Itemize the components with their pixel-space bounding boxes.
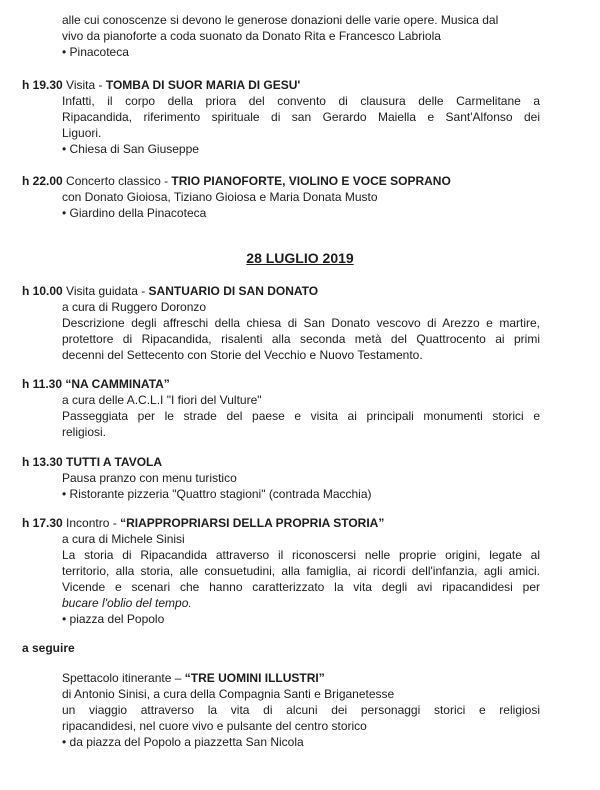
event-time: h 17.30 [22,516,63,530]
event-curator: a cura di Ruggero Doronzo [62,300,207,314]
event-curator: a cura di Michele Sinisi [62,532,185,546]
event-description: Vicende e scenari che hanno caratterizzato la vita degli avi ripacandidesi per [62,580,540,594]
follow-up-label: a seguire [22,641,75,655]
event-type: Visita - [66,78,106,92]
event-heading [62,670,325,686]
event-description: un viaggio attraverso la vita di alcuni dei personaggi storici e religiosi [62,703,540,717]
intro-venue: • Pinacoteca [62,45,129,59]
event-description: decenni del Settecento con Storie del Vecchio e Nuovo Testamento. [62,348,423,362]
intro-line-2: vivo da pianoforte a coda suonato da Donato Rita e Francesco Labriola [62,29,441,43]
event-heading [22,173,451,189]
event-description: Descrizione degli affreschi della chiesa di San Donato vescovo di Arezzo e martire, [62,316,540,330]
event-description: territorio, alla storia, alle consuetudini, alla famiglia, ai ricordi dell'infanzia, agli amici. [62,564,540,578]
event-title: TOMBA DI SUOR MARIA DI GESU' [105,78,301,92]
event-description: con Donato Gioiosa, Tiziano Gioiosa e Maria Donata Musto [62,190,378,204]
event-time: h 11.30 [22,377,63,391]
event-curator: di Antonio Sinisi, a cura della Compagnia Santi e Briganetesse [62,687,395,701]
event-description: Ripacandida, riferimento spirituale di san Gerardo Maiella e Sant'Alfonso dei [62,110,540,124]
event-heading [22,77,300,93]
event-description: Pausa pranzo con menu turistico [62,471,237,485]
event-type: Spettacolo itinerante – [62,671,185,685]
event-type: Visita guidata - [66,284,149,298]
intro-line-1: alle cui conoscenze si devono le generose donazioni delle varie opere. Musica dal [62,13,499,27]
event-venue: • piazza del Popolo [62,612,165,626]
event-venue: • Ristorante pizzeria "Quattro stagioni" (contrada Macchia) [62,487,372,501]
event-title: SANTUARIO DI SAN DONATO [148,284,319,298]
event-time: h 10.00 [22,284,63,298]
event-time: h 19.30 [22,78,63,92]
event-description: bucare l'oblio del tempo. [62,596,192,610]
event-description: religiosi. [62,425,107,439]
event-curator: a cura delle A.C.L.I "I fiori del Vulture" [62,393,262,407]
event-title: TRIO PIANOFORTE, VIOLINO E VOCE SOPRANO [171,174,451,188]
event-title: “NA CAMMINATA” [65,377,170,391]
event-title: “RIAPPROPRIARSI DELLA PROPRIA STORIA” [120,516,385,530]
event-description: Liguori. [62,126,102,140]
event-title: TUTTI A TAVOLA [66,455,163,469]
event-type: Incontro - [66,516,121,530]
event-description: ripacandidesi, nel cuore vivo e pulsante del centro storico [62,719,367,733]
event-heading [22,515,384,531]
event-heading [22,454,162,470]
event-heading [22,376,170,392]
event-venue: • da piazza del Popolo a piazzetta San Nicola [62,735,304,749]
event-title: “TRE UOMINI ILLUSTRI” [184,671,325,685]
event-description: La storia di Ripacandida attraverso il riconoscersi nelle proprie origini, legate al [62,548,540,562]
event-time: h 13.30 [22,455,63,469]
event-description: protettore di Ripacandida, risalenti alla seconda metà del Quattrocento ai primi [62,332,540,346]
event-time: h 22.00 [22,174,63,188]
event-heading [22,283,318,299]
event-venue: • Giardino della Pinacoteca [62,206,207,220]
event-description: Infatti, il corpo della priora del convento di clausura delle Carmelitane a [62,94,540,108]
event-venue: • Chiesa di San Giuseppe [62,142,199,156]
event-description: Passeggiata per le strade del paese e visita ai principali monumenti storici e [62,409,540,423]
day-heading: 28 LUGLIO 2019 [246,250,354,266]
event-type: Concerto classico - [66,174,172,188]
